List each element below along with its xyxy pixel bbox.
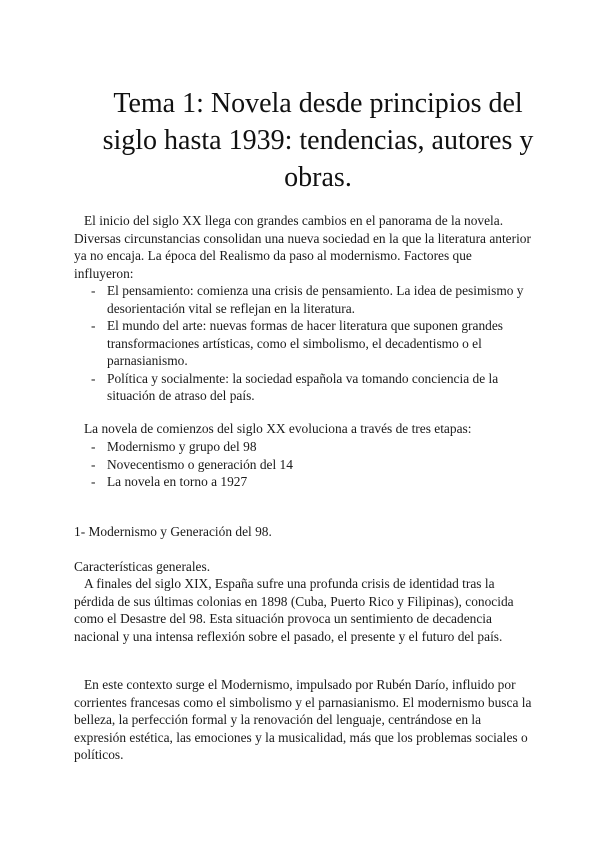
list-dash: - — [91, 474, 96, 489]
list-item — [74, 317, 534, 370]
list-dash: - — [91, 318, 96, 333]
list-item-text: Modernismo y grupo del 98 — [107, 439, 257, 454]
body-paragraph: En este contexto surge el Modernismo, impulsado por Rubén Darío, influido por corrientes francesas como el simbolismo y el parnasianismo. El modernismo busca la belleza, la perfección formal y la renovación del lenguaje, centrándose en la expresión estética, las emociones y la musicalidad, más que los problemas sociales o políticos. — [74, 677, 532, 762]
list-dash: - — [91, 439, 96, 454]
list-item-text: El mundo del arte: nuevas formas de hacer literatura que suponen grandes transformaciones artísticas, como el simbolismo, el decadentismo o el parnasianismo. — [107, 318, 503, 368]
list-item — [74, 473, 534, 491]
stages-intro: La novela de comienzos del siglo XX evoluciona a través de tres etapas: — [84, 421, 472, 436]
list-item-text: La novela en torno a 1927 — [107, 474, 248, 489]
section-heading: 1- Modernismo y Generación del 98. — [74, 524, 272, 539]
list-item-text: Política y socialmente: la sociedad española va tomando conciencia de la situación de atraso del país. — [107, 370, 499, 403]
list-item — [74, 456, 534, 474]
list-item — [74, 282, 534, 317]
stages-list — [74, 438, 534, 491]
list-dash: - — [91, 370, 96, 386]
list-dash: - — [91, 456, 96, 472]
list-item-text: El pensamiento: comienza una crisis de pensamiento. La idea de pesimismo y desorientación vital se reflejan en la literatura. — [107, 283, 524, 316]
document-title: Tema 1: Novela desde principios del siglo hasta 1939: tendencias, autores y obras. — [102, 88, 534, 193]
factors-list — [74, 282, 534, 405]
list-item-text: Novecentismo o generación del 14 — [107, 456, 293, 472]
body-paragraph: A finales del siglo XIX, España sufre una profunda crisis de identidad tras la pérdida de sus últimas colonias en 1898 (Cuba, Puerto Rico y Filipinas), conocida como el Desastre del 98. Esta situación provoca un sentimiento de decadencia nacional y una intensa reflexión sobre el pasado, el presente y el futuro del país. — [74, 576, 514, 644]
subheading: Características generales. — [74, 559, 211, 574]
list-dash: - — [91, 283, 96, 298]
list-item — [74, 370, 534, 405]
intro-paragraph: El inicio del siglo XX llega con grandes cambios en el panorama de la novela. Diversas circunstancias consolidan una nueva sociedad en la que la literatura anterior ya no encaja. La época del Realismo da paso al modernismo. Factores que influyeron: — [74, 213, 531, 281]
list-item — [74, 438, 534, 456]
